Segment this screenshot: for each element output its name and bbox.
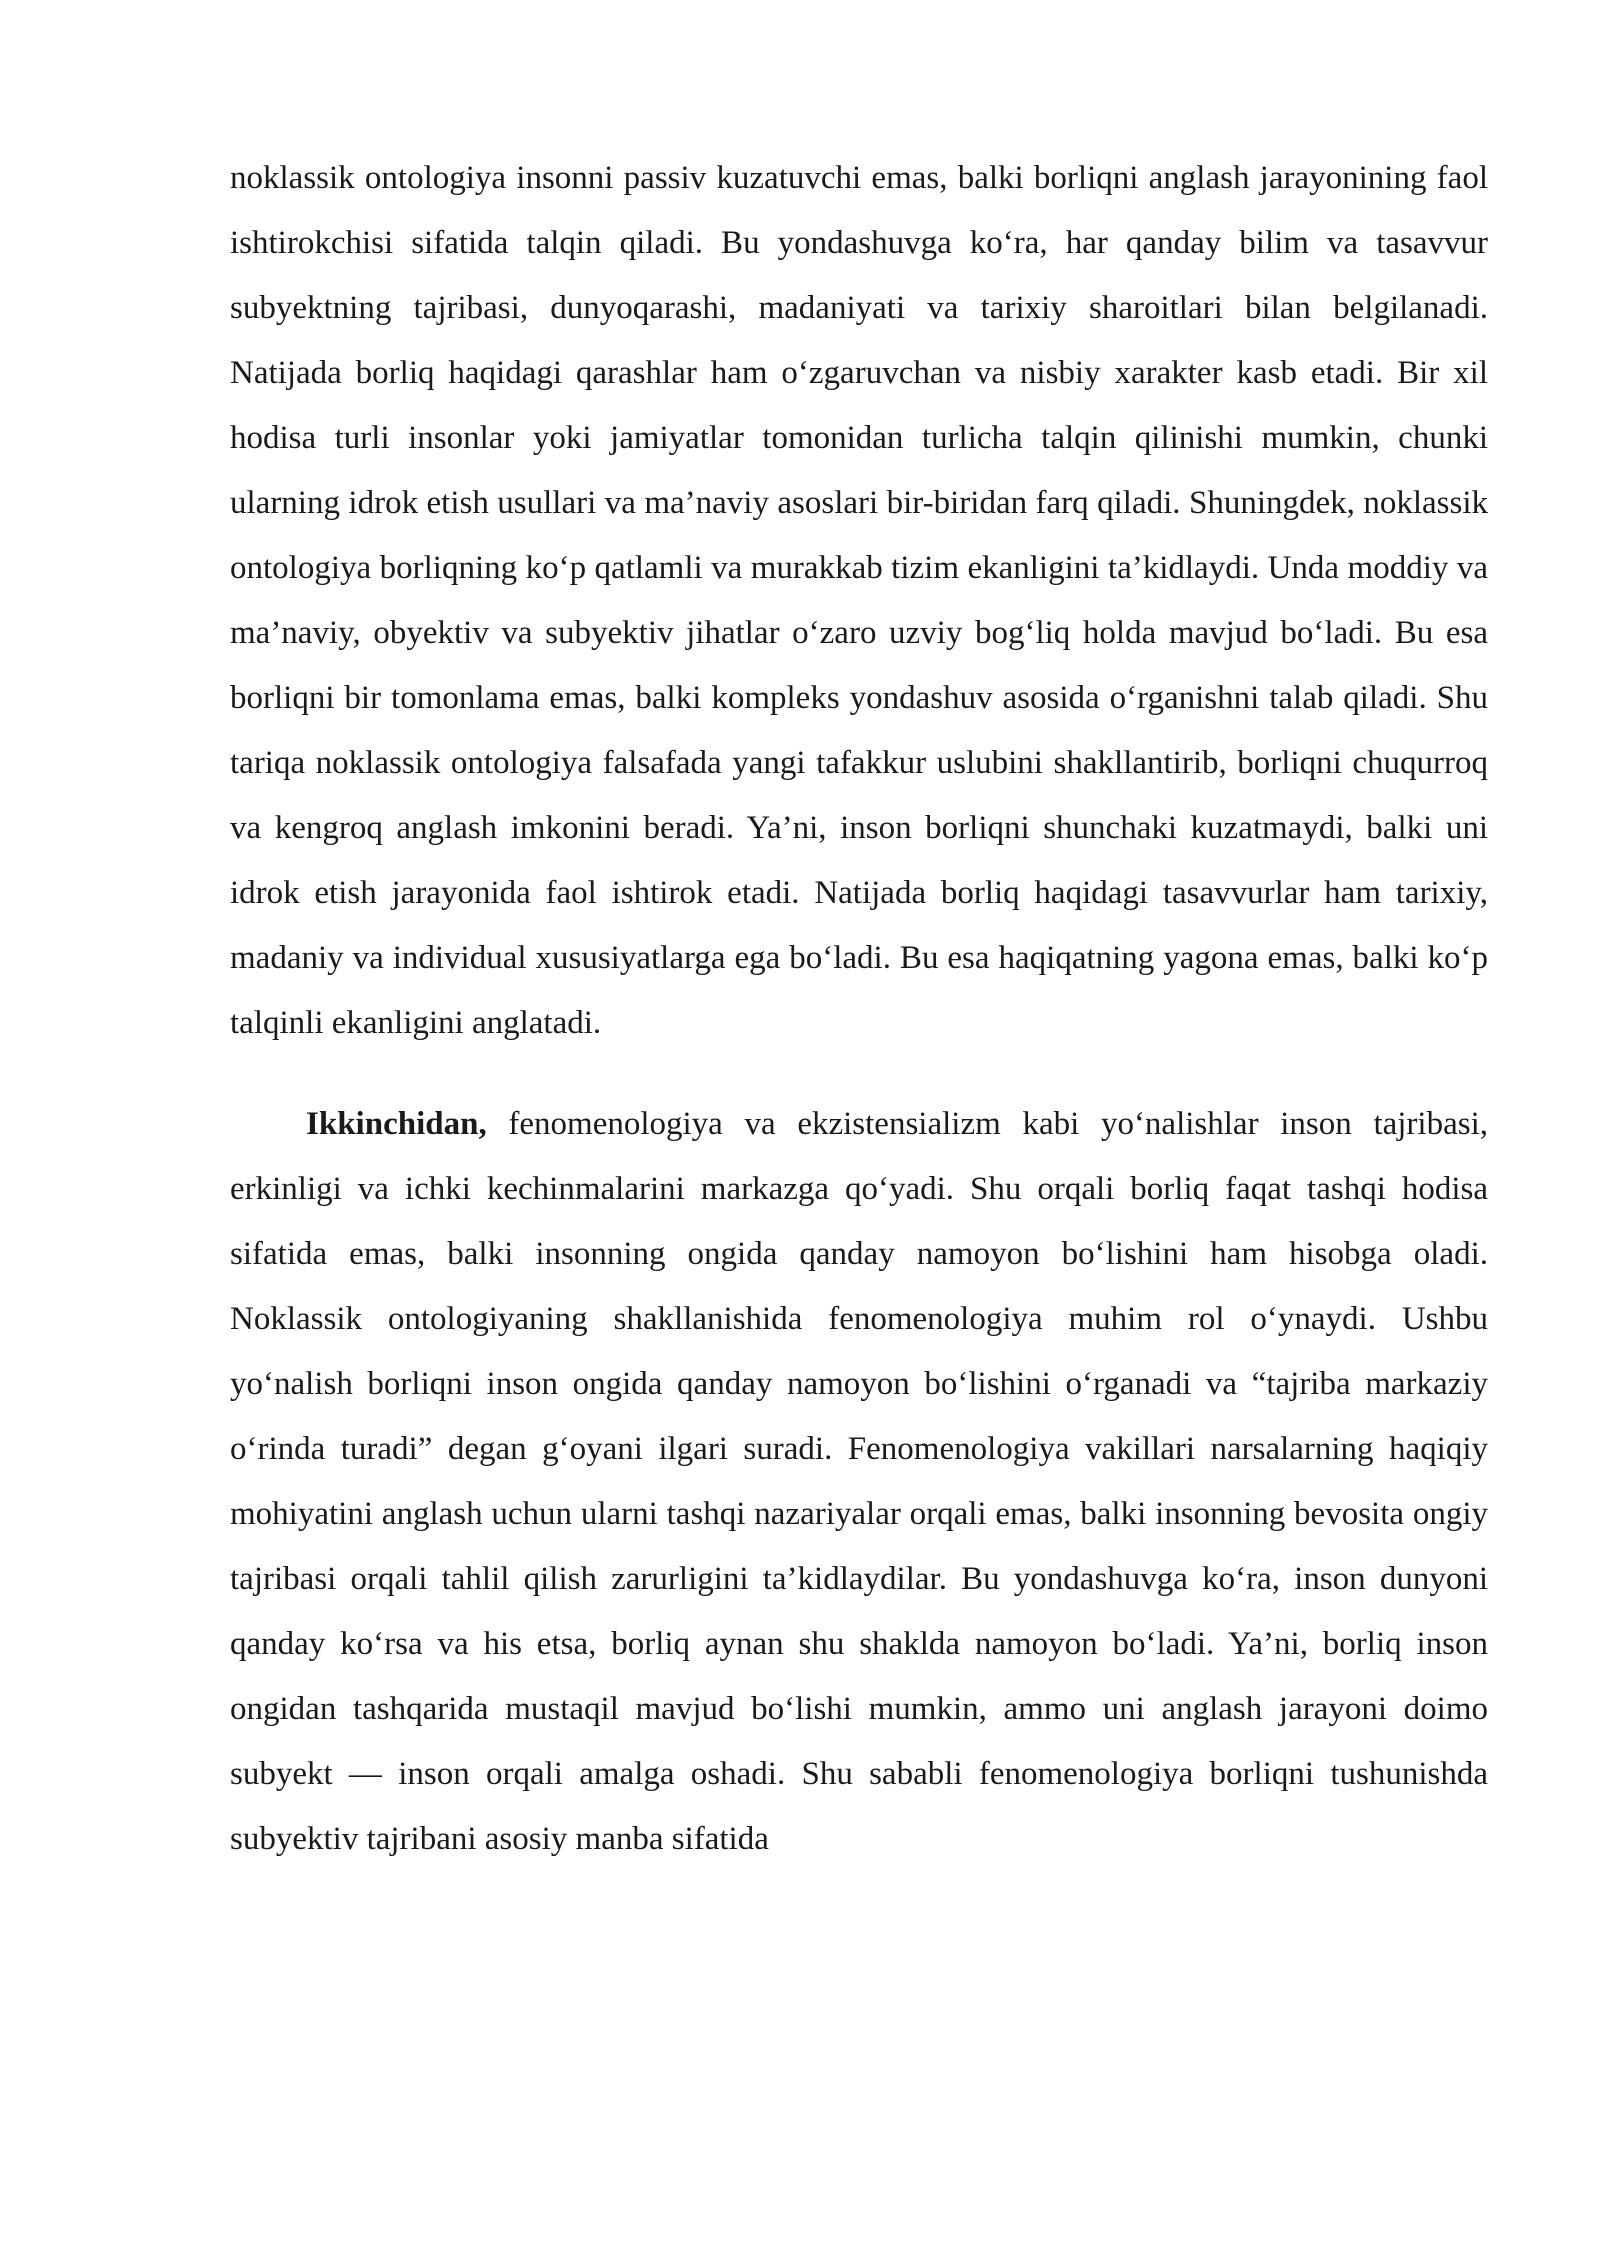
paragraph-1: [230, 146, 1488, 1056]
paragraph-2: [230, 1092, 1488, 1872]
body-text: [230, 146, 1488, 1872]
paragraph-2-text: fenomenologiya va ekzistensializm kabi yo‘nalishlar inson tajribasi, erkinligi va ichki kechinmalarini markazga qo‘yadi. Shu orqali borliq faqat tashqi hodisa sifatida emas, balki insonning ongida qanday namoyon bo‘lishini ham hisobga oladi. Noklassik ontologiyaning shakllanishida fenomenologiya muhim rol o‘ynaydi. Ushbu yo‘nalish borliqni inson ongida qanday namoyon bo‘lishini o‘rganadi va “tajriba markaziy o‘rinda turadi” degan g‘oyani ilgari suradi. Fenomenologiya vakillari narsalarning haqiqiy mohiyatini anglash uchun ularni tashqi nazariyalar orqali emas, balki insonning bevosita ongiy tajribasi orqali tahlil qilish zarurligini ta’kidlaydilar. Bu yondashuvga ko‘ra, inson dunyoni qanday ko‘rsa va his etsa, borliq aynan shu shaklda namoyon bo‘ladi. Ya’ni, borliq inson ongidan tashqarida mustaqil mavjud bo‘lishi mumkin, ammo uni anglash jarayoni doimo subyekt — inson orqali amalga oshadi. Shu sababli fenomenologiya borliqni tushunishda subyektiv tajribani asosiy manba sifatida: [230, 1106, 1488, 1857]
paragraph-1-text: noklassik ontologiya insonni passiv kuzatuvchi emas, balki borliqni anglash jarayonining faol ishtirokchisi sifatida talqin qiladi. Bu yondashuvga ko‘ra, har qanday bilim va tasavvur subyektning tajribasi, dunyoqarashi, madaniyati va tarixiy sharoitlari bilan belgilanadi. Natijada borliq haqidagi qarashlar ham o‘zgaruvchan va nisbiy xarakter kasb etadi. Bir xil hodisa turli insonlar yoki jamiyatlar tomonidan turlicha talqin qilinishi mumkin, chunki ularning idrok etish usullari va ma’naviy asoslari bir-biridan farq qiladi. Shuningdek, noklassik ontologiya borliqning ko‘p qatlamli va murakkab tizim ekanligini ta’kidlaydi. Unda moddiy va ma’naviy, obyektiv va subyektiv jihatlar o‘zaro uzviy bog‘liq holda mavjud bo‘ladi. Bu esa borliqni bir tomonlama emas, balki kompleks yondashuv asosida o‘rganishni talab qiladi. Shu tariqa noklassik ontologiya falsafada yangi tafakkur uslubini shakllantirib, borliqni chuqurroq va kengroq anglash imkonini beradi. Ya’ni, inson borliqni shunchaki kuzatmaydi, balki uni idrok etish jarayonida faol ishtirok etadi. Natijada borliq haqidagi tasavvurlar ham tarixiy, madaniy va individual xususiyatlarga ega bo‘ladi. Bu esa haqiqatning yagona emas, balki ko‘p talqinli ekanligini anglatadi.: [230, 160, 1488, 1041]
paragraph-2-lead: Ikkinchidan,: [306, 1106, 487, 1142]
